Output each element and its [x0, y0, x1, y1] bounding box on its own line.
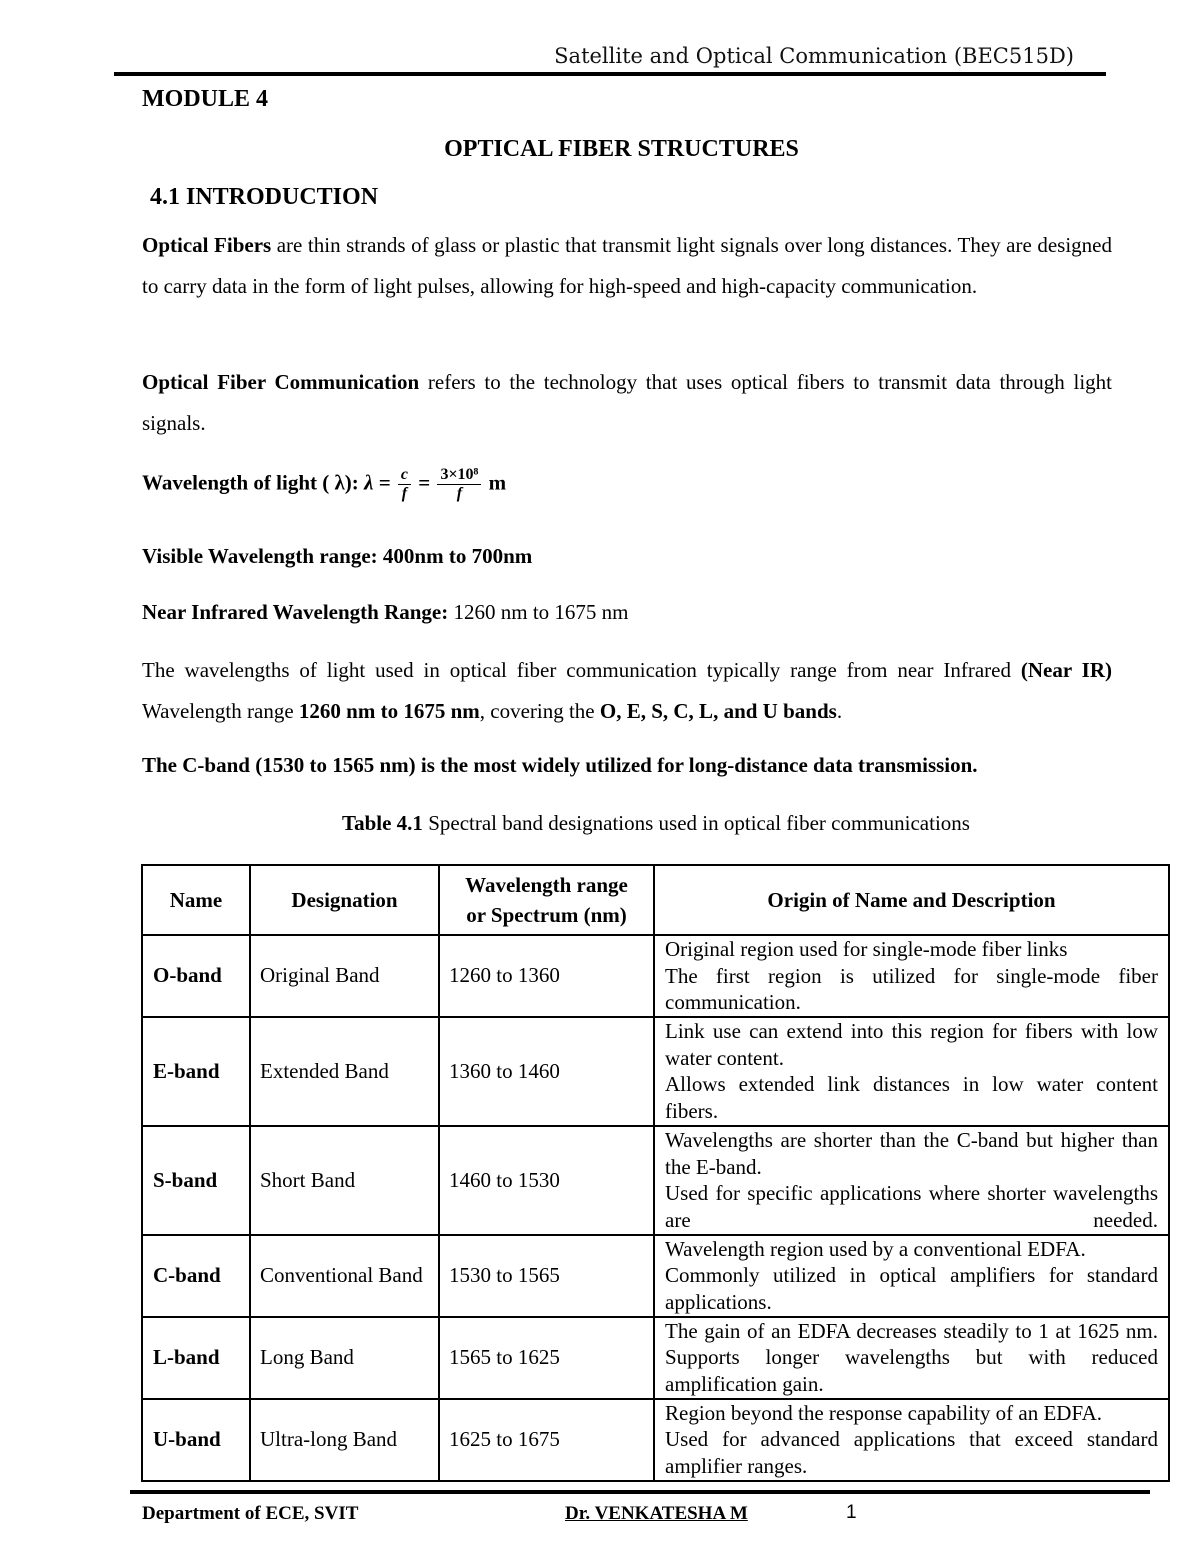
footer-rule	[130, 1490, 1150, 1494]
caption-label: Table 4.1	[342, 811, 423, 835]
running-header: Satellite and Optical Communication (BEC515D)	[554, 44, 1074, 68]
table-row	[142, 1017, 1169, 1126]
band-designation: Original Band	[250, 935, 439, 1017]
near-ir-range	[142, 600, 629, 625]
visible-range: Visible Wavelength range: 400nm to 700nm	[142, 544, 533, 568]
formula-label: Wavelength of light ( λ):	[142, 470, 359, 495]
paragraph-text: are thin strands of glass or plastic that transmit light signals over long distances. They are designed to carry data in the form of light pulses, allowing for high-speed and high-capacity communication.	[142, 233, 1113, 298]
fraction-c-over-f: $\frac{c}{f}$	[398, 466, 411, 503]
header-name: Name	[142, 865, 250, 935]
band-range: 1625 to 1675	[439, 1399, 654, 1481]
paragraph-optical-fibers	[142, 225, 1112, 306]
header-origin: Origin of Name and Description	[654, 865, 1169, 935]
table-header-row	[142, 865, 1169, 935]
cband-note: The C-band (1530 to 1565 nm) is the most widely utilized for long-distance data transmission.	[142, 753, 978, 777]
spectral-band-table	[141, 864, 1170, 1482]
band-name: C-band	[142, 1235, 250, 1317]
formula-equals: =	[418, 470, 431, 495]
header-rule	[114, 72, 1106, 76]
band-range: 1360 to 1460	[439, 1017, 654, 1126]
band-description: Region beyond the response capability of an EDFA. Used for advanced applications that exceed standard amplifier ranges.	[654, 1399, 1169, 1481]
band-range: 1460 to 1530	[439, 1126, 654, 1235]
term-optical-fibers: Optical Fibers	[142, 233, 272, 257]
table-row	[142, 1317, 1169, 1399]
table-row	[142, 935, 1169, 1017]
table-row	[142, 1126, 1169, 1235]
band-designation: Short Band	[250, 1126, 439, 1235]
module-heading: MODULE 4	[142, 86, 268, 112]
band-designation: Ultra-long Band	[250, 1399, 439, 1481]
band-description: Original region used for single-mode fiber links The first region is utilized for single-mode fiber communication.	[654, 935, 1169, 1017]
band-range: 1530 to 1565	[439, 1235, 654, 1317]
band-name: S-band	[142, 1126, 250, 1235]
band-name: O-band	[142, 935, 250, 1017]
chapter-title: OPTICAL FIBER STRUCTURES	[444, 136, 799, 162]
section-title: INTRODUCTION	[186, 184, 379, 210]
footer-department: Department of ECE, SVIT	[142, 1503, 359, 1524]
section-number: 4.1	[150, 184, 180, 210]
band-range: 1565 to 1625	[439, 1317, 654, 1399]
section-heading	[150, 184, 378, 211]
paragraph-text: refers to the technology that uses optical fibers to transmit data through light signals.	[142, 370, 1112, 435]
term-optical-fiber-communication: Optical Fiber Communication	[142, 370, 420, 394]
band-description: Link use can extend into this region for fibers with low water content. Allows extended link distances in low water content fibers.	[654, 1017, 1169, 1126]
table-row	[142, 1235, 1169, 1317]
header-wavelength-range: Wavelength range or Spectrum (nm)	[439, 865, 654, 935]
band-description: The gain of an EDFA decreases steadily to 1 at 1625 nm. Supports longer wavelengths but with reduced amplification gain.	[654, 1317, 1169, 1399]
band-name: U-band	[142, 1399, 250, 1481]
table-caption	[0, 811, 1200, 836]
footer-author: Dr. VENKATESHA M	[565, 1503, 748, 1524]
header-designation: Designation	[250, 865, 439, 935]
band-name: E-band	[142, 1017, 250, 1126]
wavelength-formula	[142, 466, 506, 503]
band-designation: Extended Band	[250, 1017, 439, 1126]
near-ir-value: 1260 nm to 1675 nm	[448, 600, 629, 624]
page-number: 1	[846, 1502, 857, 1523]
formula-unit: m	[488, 470, 507, 495]
caption-text: Spectral band designations used in optical fiber communications	[422, 811, 970, 835]
formula-lhs: λ =	[364, 470, 391, 495]
band-range: 1260 to 1360	[439, 935, 654, 1017]
band-designation: Conventional Band	[250, 1235, 439, 1317]
band-description: Wavelength region used by a conventional EDFA. Commonly utilized in optical amplifiers for standard applications.	[654, 1235, 1169, 1317]
paragraph-bands: The wavelengths of light used in optical fiber communication typically range from near Infrared (Near IR) Wavelength range 1260 nm to 1675 nm, covering the O, E, S, C, L, and U bands.	[142, 658, 1112, 723]
paragraph-optical-fiber-communication	[142, 362, 1112, 443]
fraction-3e8-over-f: $\frac{\text{3×10⁸}}{f}$	[437, 466, 481, 503]
band-name: L-band	[142, 1317, 250, 1399]
near-ir-label: Near Infrared Wavelength Range:	[142, 600, 449, 624]
band-designation: Long Band	[250, 1317, 439, 1399]
band-description: Wavelengths are shorter than the C-band but higher than the E-band. Used for specific applications where shorter wavelengths are needed.	[654, 1126, 1169, 1235]
table-row	[142, 1399, 1169, 1481]
